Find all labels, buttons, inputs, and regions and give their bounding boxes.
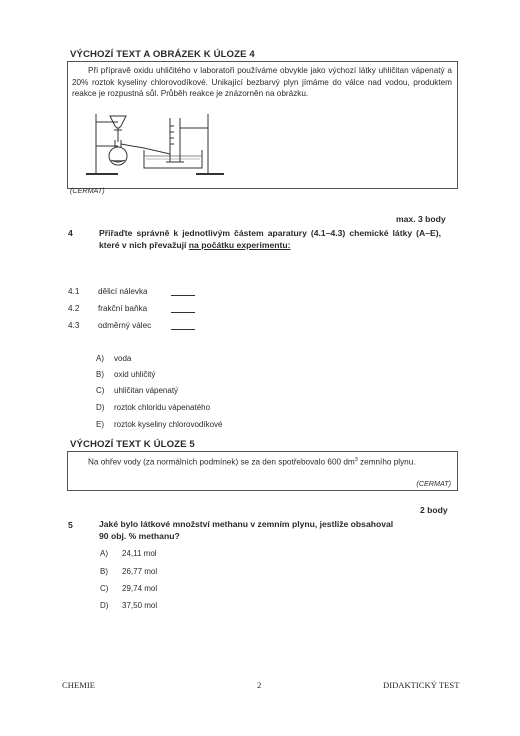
heading-task-4: VÝCHOZÍ TEXT A OBRÁZEK K ÚLOZE 4 [70, 49, 255, 60]
item-4-1: 4.1 dělicí nálevka [68, 287, 79, 296]
answer-blank[interactable] [171, 287, 195, 296]
source-label-5: (CERMAT) [416, 479, 451, 488]
intro-text-5: Na ohřev vody (za normálních podmínek) se za den spotřebovalo 600 $dm^3$ zemního plynu. [88, 457, 416, 467]
intro-text-4: Při přípravě oxidu uhličitého v laboratoři používáme obvykle jako výchozí látky uhličitan vápenatý a 20% roztok kyseliny chlorovodíkové. Unikající bezbarvý plyn jímáme do válce nad vodou, produktem reakce je rozpustná sůl. Průběh reakce je znázorněn na obrázku. [72, 66, 452, 99]
question-4-main: Přiřaďte správně k jednotlivým částem aparatury (4.1–4.3) chemické látky (A–E), které v nich převažují [99, 228, 441, 250]
apparatus-figure [74, 112, 246, 180]
source-box-5 [67, 451, 458, 491]
answer-blank[interactable] [171, 321, 195, 330]
answer-blank[interactable] [171, 304, 195, 313]
question-number-5: 5 [68, 520, 73, 530]
option-d: D) roztok chloridu vápenatého [96, 403, 211, 412]
page-number: 2 [257, 680, 262, 690]
option-5-c[interactable]: C) 29,74 mol [100, 584, 158, 593]
source-box-4 [67, 61, 458, 189]
option-c: C) uhličitan vápenatý [96, 386, 179, 395]
points-task-4: max. 3 body [396, 214, 446, 224]
item-4-3: 4.3 odměrný válec [68, 321, 79, 330]
points-task-5: 2 body [420, 505, 448, 515]
question-text-5: Jaké bylo látkové množství methanu v zemním plynu, jestliže obsahoval 90 obj. % methanu? [99, 519, 394, 541]
option-a: A) voda [96, 354, 132, 363]
option-e: E) roztok kyseliny chlorovodíkové [96, 420, 223, 429]
source-label-4: (CERMAT) [70, 186, 105, 195]
option-5-a[interactable]: A) 24,11 mol [100, 549, 157, 558]
option-b: B) oxid uhličitý [96, 370, 156, 379]
item-4-2: 4.2 frakční baňka [68, 304, 79, 313]
question-4-emphasis: na počátku experimentu: [188, 239, 291, 250]
footer-right: DIDAKTICKÝ TEST [383, 680, 460, 690]
question-number-4: 4 [68, 228, 73, 238]
option-5-b[interactable]: B) 26,77 mol [100, 567, 158, 576]
footer-left: CHEMIE [62, 680, 95, 690]
question-text-4 [99, 228, 441, 251]
option-5-d[interactable]: D) 37,50 mol [100, 601, 158, 610]
heading-task-5: VÝCHOZÍ TEXT K ÚLOZE 5 [70, 439, 195, 450]
